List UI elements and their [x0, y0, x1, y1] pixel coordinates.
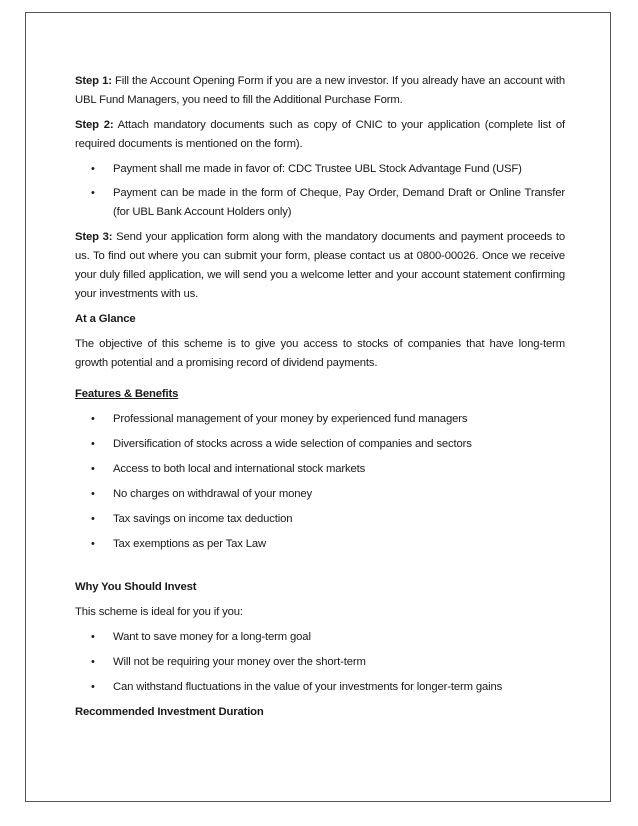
step-1-text: Fill the Account Opening Form if you are a new investor. If you already have an account with UBL Fund Managers, you need to fill the Additional Purchase Form. — [75, 75, 565, 106]
list-item — [75, 628, 565, 647]
spacer — [75, 560, 565, 578]
bullet-icon: • — [91, 163, 95, 175]
list-item — [75, 435, 565, 454]
list-item-text: Will not be requiring your money over the short-term — [113, 656, 366, 668]
step-2-label: Step 2: — [75, 119, 114, 131]
list-item-text: Access to both local and international stock markets — [113, 463, 366, 475]
bullet-icon: • — [91, 513, 95, 525]
step-3-paragraph — [75, 228, 565, 304]
list-item-text: Can withstand fluctuations in the value of your investments for longer-term gains — [113, 681, 503, 693]
bullet-icon: • — [91, 438, 95, 450]
bullet-icon: • — [91, 681, 95, 693]
bullet-icon: • — [91, 463, 95, 475]
why-invest-list — [75, 628, 565, 697]
list-item-text: No charges on withdrawal of your money — [113, 488, 313, 500]
list-item-text: Payment shall me made in favor of: CDC Trustee UBL Stock Advantage Fund (USF) — [113, 163, 522, 175]
bullet-icon: • — [91, 656, 95, 668]
duration-heading: Recommended Investment Duration — [75, 706, 264, 718]
features-list — [75, 410, 565, 554]
list-item — [75, 160, 565, 179]
step-1-paragraph — [75, 72, 565, 110]
document-body — [75, 72, 565, 728]
list-item — [75, 678, 565, 697]
list-item-text: Want to save money for a long-term goal — [113, 631, 311, 643]
list-item — [75, 410, 565, 429]
bullet-icon: • — [91, 631, 95, 643]
step-3-text: Send your application form along with the mandatory documents and payment proceeds to us. To find out where you can submit your form, please contact us at 0800-00026. Once we receive your duly filled application, we will send you a welcome letter and your account statement confirming your investments with us. — [75, 231, 565, 300]
list-item-text: Payment can be made in the form of Cheque, Pay Order, Demand Draft or Online Transfer (for UBL Bank Account Holders only) — [113, 187, 565, 218]
at-a-glance-heading: At a Glance — [75, 313, 136, 325]
list-item — [75, 535, 565, 554]
bullet-icon: • — [91, 413, 95, 425]
bullet-icon: • — [91, 488, 95, 500]
list-item — [75, 653, 565, 672]
why-invest-heading: Why You Should Invest — [75, 581, 197, 593]
why-invest-intro: This scheme is ideal for you if you: — [75, 606, 243, 618]
step-2-paragraph — [75, 116, 565, 154]
list-item-text: Diversification of stocks across a wide selection of companies and sectors — [113, 438, 472, 450]
bullet-icon: • — [91, 187, 95, 199]
at-a-glance-text: The objective of this scheme is to give you access to stocks of companies that have long-term growth potential and a promising record of dividend payments. — [75, 338, 565, 369]
list-item-text: Tax exemptions as per Tax Law — [113, 538, 267, 550]
step-2-text: Attach mandatory documents such as copy of CNIC to your application (complete list of required documents is mentioned on the form). — [75, 119, 565, 150]
list-item — [75, 510, 565, 529]
list-item-text: Tax savings on income tax deduction — [113, 513, 293, 525]
bullet-icon: • — [91, 538, 95, 550]
list-item — [75, 485, 565, 504]
features-heading: Features & Benefits — [75, 388, 179, 400]
step-1-label: Step 1: — [75, 75, 112, 87]
list-item-text: Professional management of your money by experienced fund managers — [113, 413, 468, 425]
list-item — [75, 184, 565, 222]
list-item — [75, 460, 565, 479]
step-3-label: Step 3: — [75, 231, 113, 243]
step-2-bullet-list — [75, 160, 565, 222]
